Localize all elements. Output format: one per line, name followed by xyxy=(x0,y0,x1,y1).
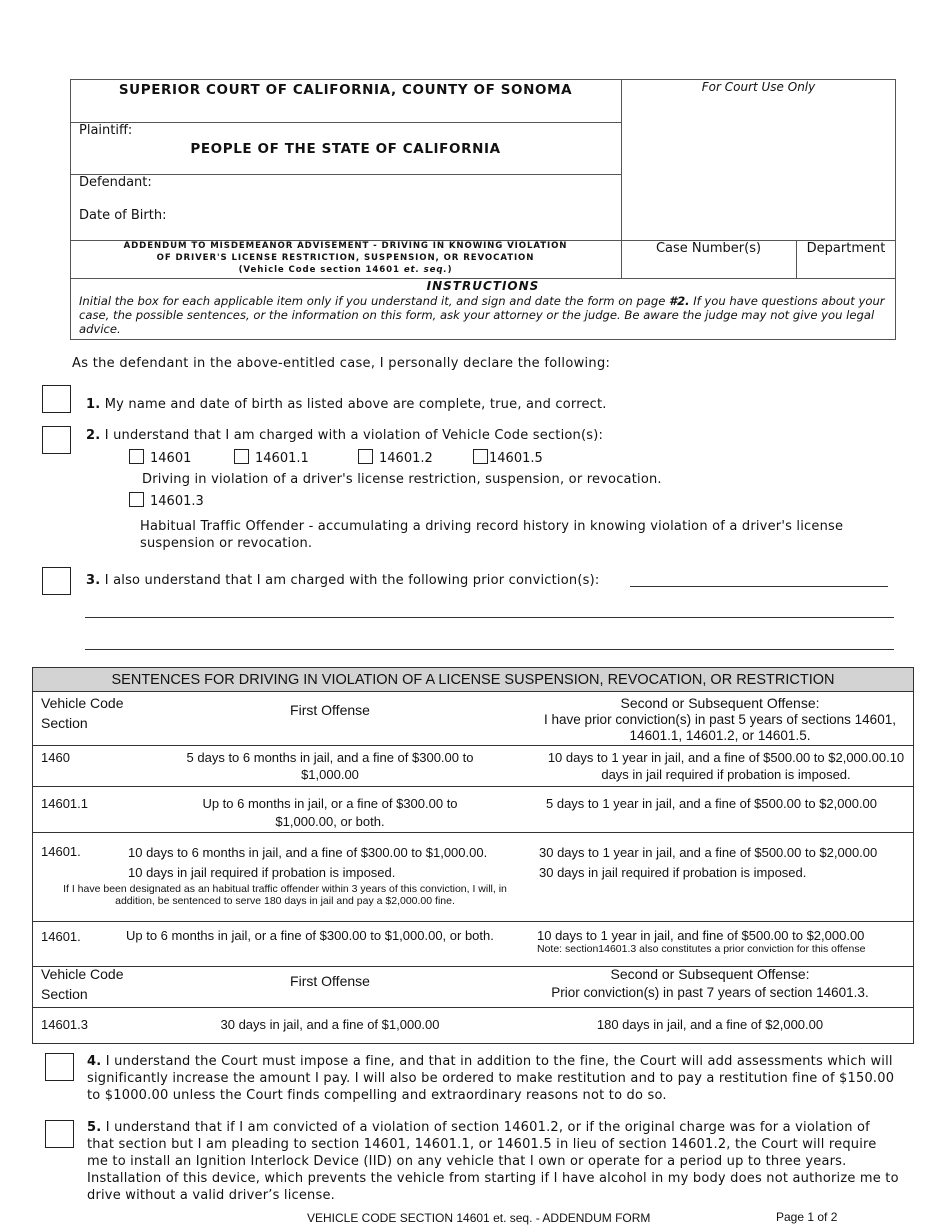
section-option-14601[interactable] xyxy=(129,449,191,466)
item-3-text: I also understand that I am charged with the following prior conviction(s): xyxy=(104,573,600,588)
item-5 xyxy=(87,1119,899,1204)
footer-page-number: Page 1 of 2 xyxy=(776,1210,838,1224)
item-2 xyxy=(86,428,603,443)
row5-code: 14601.3 xyxy=(41,1017,88,1032)
item-1 xyxy=(86,397,607,412)
section-14601-1-label: 14601.1 xyxy=(255,451,309,466)
case-number-label: Case Number(s) xyxy=(655,241,762,256)
row4-code: 14601. xyxy=(41,929,81,944)
checkbox-icon[interactable] xyxy=(129,449,144,464)
addendum-line2: OF DRIVER'S LICENSE RESTRICTION, SUSPENSION, OR REVOCATION xyxy=(156,253,535,263)
habitual-description: Habitual Traffic Offender - accumulating a driving record history in knowing violation of a driver's license suspension or revocation. xyxy=(140,519,844,551)
initial-box-5[interactable] xyxy=(45,1120,74,1148)
item-3-number: 3. xyxy=(86,573,101,588)
instructions-text-post: If you have questions about your case, the possible sentences, or the information on this form, ask your attorney or the judge. Be aware the judge may not give you legal advice. xyxy=(79,294,885,336)
row4-second-main: 10 days to 1 year in jail, and fine of $500.00 to $2,000.00 xyxy=(537,928,865,943)
dob-label: Date of Birth: xyxy=(79,208,167,223)
addendum-line3-em: et. seq. xyxy=(403,265,448,275)
defendant-label: Defendant: xyxy=(79,175,152,190)
plaintiff-label: Plaintiff: xyxy=(79,123,133,138)
prior-conviction-line-1[interactable] xyxy=(630,586,888,587)
checkbox-icon[interactable] xyxy=(234,449,249,464)
row-divider xyxy=(32,921,914,922)
section-option-14601-1[interactable] xyxy=(234,449,309,466)
row3-first-line2: 10 days in jail required if probation is imposed. xyxy=(128,865,396,880)
col-header-second-line2: I have prior conviction(s) in past 5 years of sections 14601, 14601.1, 14601.2, or 14601.5. xyxy=(544,712,896,743)
section-14601-2-label: 14601.2 xyxy=(379,451,433,466)
section-option-14601-3[interactable] xyxy=(129,492,204,509)
section-14601-label: 14601 xyxy=(150,451,192,466)
col-header2-code-line2: Section xyxy=(41,986,88,1002)
court-name: SUPERIOR COURT OF CALIFORNIA, COUNTY OF SONOMA xyxy=(118,82,573,98)
item-5-text: I understand that if I am convicted of a violation of section 14601.2, or if the original charge was for a violation of that section but I am pleading to section 14601, 14601.1, or 14601.5 in lieu of section 14601.2, the Court will require me to install an Ignition Interlock Device (IID) on any vehicle that I own or operate for a period up to three years. Installation of this device, which prevents the vehicle from starting if I have alcohol in my body does not authorize me to drive without a valid driver’s license. xyxy=(87,1120,899,1203)
row1-second: 10 days to 1 year in jail, and a fine of $500.00 to $2,000.00.10 days in jail required if probation is imposed. xyxy=(547,750,905,782)
row2-code: 14601.1 xyxy=(41,796,88,811)
prior-conviction-line-3[interactable] xyxy=(85,649,894,650)
row5-first: 30 days in jail, and a fine of $1,000.00 xyxy=(220,1017,440,1032)
row2-first: Up to 6 months in jail, or a fine of $300.00 to $1,000.00, or both. xyxy=(202,796,458,829)
row-divider xyxy=(32,745,914,746)
row-divider xyxy=(32,786,914,787)
addendum-line3-pre: (Vehicle Code section 14601 xyxy=(238,265,404,275)
footer-form-name: VEHICLE CODE SECTION 14601 et. seq. - ADDENDUM FORM xyxy=(307,1211,651,1225)
item-2-text: I understand that I am charged with a violation of Vehicle Code section(s): xyxy=(104,428,604,443)
checkbox-icon[interactable] xyxy=(473,449,488,464)
item-4-text: I understand the Court must impose a fine, and that in addition to the fine, the Court will add assessments which will significantly increase the amount I pay. I will also be ordered to make restitution and to pay a restitution fine of $150.00 to $1000.00 unless the Court finds compelling and extraordinary reasons not to do so. xyxy=(87,1054,895,1103)
col-header-code-line1: Vehicle Code xyxy=(41,695,124,711)
checkbox-icon[interactable] xyxy=(129,492,144,507)
item-4-number: 4. xyxy=(87,1054,102,1069)
row3-second xyxy=(539,843,877,883)
col-header2-code-line1: Vehicle Code xyxy=(41,966,124,982)
row4-second xyxy=(537,928,865,956)
row3-note: If I have been designated as an habitual traffic offender within 3 years of this conviction, I will, in addition, be sentenced to serve 180 days in jail and pay a $2,000.00 fine. xyxy=(63,883,507,907)
col-header2-second-line2: Prior conviction(s) in past 7 years of section 14601.3. xyxy=(551,985,869,1000)
row4-second-note: Note: section14601.3 also constitutes a prior conviction for this offense xyxy=(537,943,866,955)
defendant-field[interactable] xyxy=(160,175,610,193)
row3-code: 14601. xyxy=(41,844,81,859)
initial-box-3[interactable] xyxy=(42,567,71,595)
col-header-code xyxy=(41,693,124,733)
section-14601-3-label: 14601.3 xyxy=(150,494,204,509)
col-header-first: First Offense xyxy=(290,702,370,718)
initial-box-1[interactable] xyxy=(42,385,71,413)
item-5-number: 5. xyxy=(87,1120,102,1135)
initial-box-2[interactable] xyxy=(42,426,71,454)
row5-second: 180 days in jail, and a fine of $2,000.00 xyxy=(596,1017,824,1032)
table-title: SENTENCES FOR DRIVING IN VIOLATION OF A LICENSE SUSPENSION, REVOCATION, OR RESTRICTION xyxy=(111,672,835,688)
col-header-second-line1: Second or Subsequent Offense: xyxy=(620,695,820,711)
rule xyxy=(70,122,621,123)
item-3 xyxy=(86,573,599,588)
col-header-code-line2: Section xyxy=(41,715,88,731)
court-use-label: For Court Use Only xyxy=(701,80,816,94)
row3-first xyxy=(128,843,487,883)
addendum-line3 xyxy=(70,264,621,276)
row3-second-line2: 30 days in jail required if probation is imposed. xyxy=(539,865,807,880)
item-2-number: 2. xyxy=(86,428,101,443)
instructions-text-pre: Initial the box for each applicable item only if you understand it, and sign and date the form on page xyxy=(79,294,670,308)
instructions-title: INSTRUCTIONS xyxy=(426,279,540,293)
addendum-line1: ADDENDUM TO MISDEMEANOR ADVISEMENT - DRIVING IN KNOWING VIOLATION xyxy=(123,241,568,251)
row3-first-line1: 10 days to 6 months in jail, and a fine of $300.00 to $1,000.00. xyxy=(128,845,488,860)
section-option-14601-2[interactable] xyxy=(358,449,433,466)
driving-description: Driving in violation of a driver's license restriction, suspension, or revocation. xyxy=(142,472,662,487)
section-14601-5-label: 14601.5 xyxy=(489,451,543,466)
col-header2-first: First Offense xyxy=(290,973,370,989)
item-1-number: 1. xyxy=(86,397,101,412)
prior-conviction-line-2[interactable] xyxy=(85,617,894,618)
instructions-page-ref: #2. xyxy=(669,294,690,308)
item-1-text: My name and date of birth as listed above are complete, true, and correct. xyxy=(104,397,607,412)
row4-first: Up to 6 months in jail, or a fine of $300.00 to $1,000.00, or both. xyxy=(126,928,494,943)
row1-code: 1460 xyxy=(41,750,70,765)
department-label: Department xyxy=(806,241,886,256)
addendum-line3-post: ) xyxy=(447,265,453,275)
row-divider xyxy=(32,832,914,833)
row-divider xyxy=(32,1007,914,1008)
checkbox-icon[interactable] xyxy=(358,449,373,464)
col-header2-second-line1: Second or Subsequent Offense: xyxy=(610,966,810,982)
col-header2-code xyxy=(41,964,124,1004)
col-header2-second xyxy=(520,965,900,1002)
instructions-text xyxy=(79,294,889,336)
plaintiff-name: PEOPLE OF THE STATE OF CALIFORNIA xyxy=(190,141,501,157)
dob-field[interactable] xyxy=(180,208,610,226)
row3-second-line1: 30 days to 1 year in jail, and a fine of $500.00 to $2,000.00 xyxy=(539,845,878,860)
item-4 xyxy=(87,1053,897,1104)
declaration-intro: As the defendant in the above-entitled case, I personally declare the following: xyxy=(72,356,611,371)
row1-first: 5 days to 6 months in jail, and a fine of $300.00 to $1,000.00 xyxy=(186,750,474,782)
row2-second: 5 days to 1 year in jail, and a fine of $500.00 to $2,000.00 xyxy=(546,796,878,811)
initial-box-4[interactable] xyxy=(45,1053,74,1081)
col-header-second xyxy=(530,694,910,744)
section-option-14601-5[interactable] xyxy=(473,449,543,466)
addendum-title xyxy=(70,240,621,276)
